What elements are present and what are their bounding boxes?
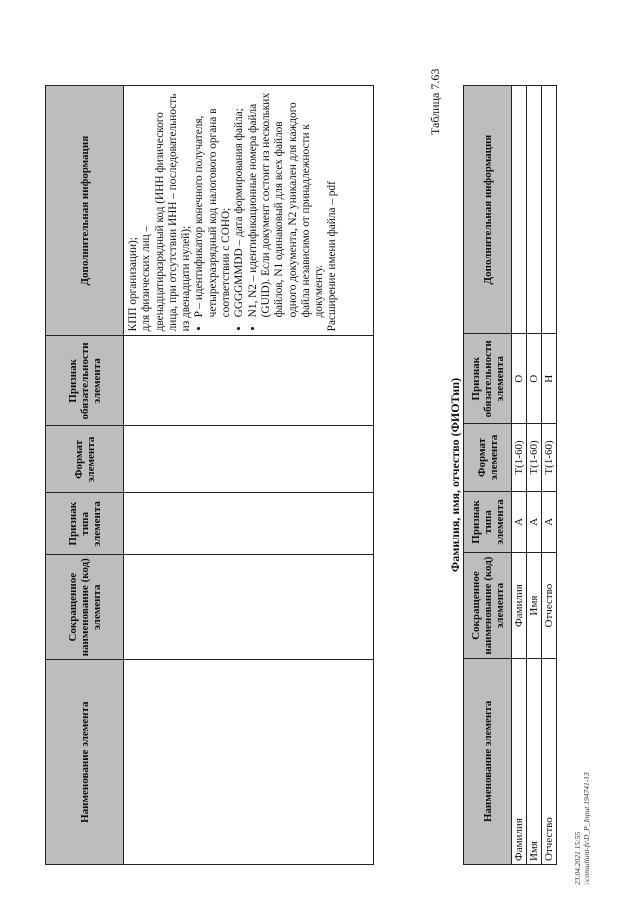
- header-element-format: Формат элемента: [464, 424, 512, 491]
- elements-table-continued: [45, 85, 374, 865]
- cell-info: [542, 86, 557, 334]
- table-row: [512, 86, 527, 865]
- cell-required: Н: [542, 334, 557, 424]
- cell-format: T(1-60): [512, 424, 527, 491]
- info-line: двенадцатиразрядный код (ИНН физического лица, при отсутствии ИНН – последовательность из двенадцати нулей);: [153, 93, 193, 332]
- header-element-name: Наименование элемента: [464, 658, 512, 864]
- header-additional-info: Дополнительная информация: [46, 86, 124, 336]
- cell-code: Фамилия: [512, 553, 527, 659]
- info-line: Расширение имени файла – pdf: [326, 181, 339, 332]
- info-bullet-list: [193, 90, 326, 331]
- table-label: Таблица 7.63: [428, 68, 442, 135]
- info-line: КПП организации);: [127, 237, 139, 332]
- info-line: для физических лиц –: [140, 225, 153, 332]
- header-element-type: Признак типа элемента: [464, 491, 512, 553]
- cell-name: Отчество: [542, 658, 557, 864]
- info-bullet: • N1, N2 – идентификационные номера файла (GUID). Если документ состоит из нескольких файлов, N1 одинаковый для всех файлов одного документа, N2 уникален для каждого файла независимо от принадлежности к документу.: [247, 90, 327, 317]
- cell-info: [527, 86, 542, 334]
- table-row: [124, 86, 374, 865]
- header-element-type: Признак типа элемента: [46, 493, 124, 555]
- header-mandatory: Признак обязательности элемента: [464, 334, 512, 424]
- header-element-name: Наименование элемента: [46, 660, 124, 865]
- header-mandatory: Признак обязательности элемента: [46, 336, 124, 426]
- table-row: [527, 86, 542, 865]
- info-bullet: • GGGGMMDD – дата формирования файла;: [233, 90, 246, 317]
- header-short-code: Сокращенное наименование (код) элемента: [464, 553, 512, 659]
- cell-required: О: [512, 334, 527, 424]
- cell-required: О: [527, 334, 542, 424]
- footer-path: \\consultant-fs\D_P_Input 194741-13: [582, 772, 591, 885]
- cell-empty: [124, 426, 374, 493]
- cell-type: А: [527, 491, 542, 553]
- cell-format: T(1-60): [542, 424, 557, 491]
- info-bullet: • P – идентификатор конечного получателя, четырехразрядный код налогового органа в соответствии с СОНО;: [193, 90, 233, 317]
- footer-timestamp: 23.04.2021 15:55: [573, 831, 582, 885]
- table-row: [542, 86, 557, 865]
- cell-empty: [124, 660, 374, 865]
- table-header-row: [464, 86, 512, 865]
- header-element-format: Формат элемента: [46, 426, 124, 493]
- cell-empty: [124, 493, 374, 555]
- cell-name: Имя: [527, 658, 542, 864]
- cell-code: Имя: [527, 553, 542, 659]
- table-header-row: [46, 86, 124, 865]
- cell-format: T(1-60): [527, 424, 542, 491]
- cell-code: Отчество: [542, 553, 557, 659]
- fio-type-table: [463, 85, 557, 865]
- header-additional-info: Дополнительная информация: [464, 86, 512, 334]
- cell-type: А: [542, 491, 557, 553]
- footer-stamp: [573, 772, 591, 885]
- cell-additional-info: [124, 86, 374, 336]
- cell-empty: [124, 336, 374, 426]
- table-caption: Фамилия, имя, отчество (ФИОТип): [448, 377, 462, 573]
- header-short-code: Сокращенное наименование (код) элемента: [46, 555, 124, 660]
- cell-type: А: [512, 491, 527, 553]
- cell-empty: [124, 555, 374, 660]
- cell-info: [512, 86, 527, 334]
- cell-name: Фамилия: [512, 658, 527, 864]
